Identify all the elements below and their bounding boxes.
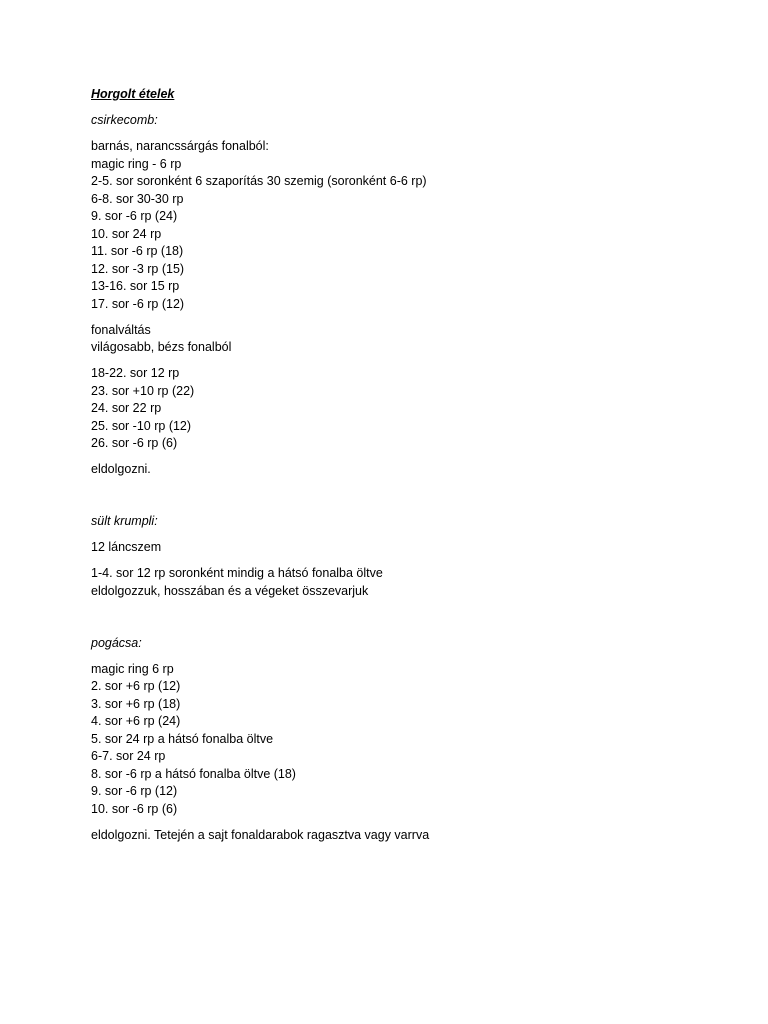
section-csirkecomb <box>91 112 691 479</box>
text-line: 8. sor -6 rp a hátsó fonalba öltve (18) <box>91 766 296 781</box>
text-line: 5. sor 24 rp a hátsó fonalba öltve <box>91 731 274 746</box>
text-line: eldolgozzuk, hosszában és a végeket összevarjuk <box>91 583 369 598</box>
text-line: 4. sor +6 rp (24) <box>91 714 181 728</box>
text-line: 2. sor +6 rp (12) <box>91 679 181 693</box>
text-line: 10. sor 24 rp <box>91 226 162 241</box>
paragraph <box>91 461 691 479</box>
text-line: 24. sor 22 rp <box>91 401 162 415</box>
paragraph <box>91 661 691 819</box>
text-line: 11. sor -6 rp (18) <box>91 244 184 258</box>
text-line: 25. sor -10 rp (12) <box>91 418 192 433</box>
section-heading: sült krumpli: <box>91 514 158 528</box>
text-line: 18-22. sor 12 rp <box>91 366 180 380</box>
blank-line <box>91 487 691 513</box>
text-line: 10. sor -6 rp (6) <box>91 801 178 816</box>
text-line: eldolgozni. <box>91 462 151 476</box>
text-line: barnás, narancssárgás fonalból: <box>91 139 269 153</box>
text-line: 3. sor +6 rp (18) <box>91 696 181 711</box>
text-line: 1-4. sor 12 rp soronként mindig a hátsó fonalba öltve <box>91 566 383 580</box>
text-line: világosabb, bézs fonalból <box>91 340 232 354</box>
text-line: 17. sor -6 rp (12) <box>91 296 185 311</box>
text-line: 9. sor -6 rp (24) <box>91 209 178 223</box>
blank-line <box>91 609 691 635</box>
text-line: 13-16. sor 15 rp <box>91 279 180 293</box>
section-pogacsa <box>91 635 691 845</box>
section-heading: pogácsa: <box>91 635 142 650</box>
paragraph <box>91 138 691 313</box>
text-line: eldolgozni. Tetején a sajt fonaldarabok ragasztva vagy varrva <box>91 827 430 842</box>
paragraph <box>91 322 691 357</box>
text-line: 2-5. sor soronként 6 szaporítás 30 szemig (soronként 6-6 rp) <box>91 174 427 188</box>
text-line: 12 láncszem <box>91 540 162 554</box>
text-line: 6-7. sor 24 rp <box>91 749 166 763</box>
paragraph <box>91 365 691 453</box>
text-line: 6-8. sor 30-30 rp <box>91 191 184 206</box>
document-body <box>91 86 691 853</box>
text-line: magic ring 6 rp <box>91 661 174 676</box>
paragraph <box>91 539 691 557</box>
section-heading: csirkecomb: <box>91 113 158 127</box>
document-title: Horgolt ételek <box>91 87 175 101</box>
text-line: 26. sor -6 rp (6) <box>91 436 178 450</box>
text-line: fonalváltás <box>91 322 151 337</box>
paragraph <box>91 565 691 600</box>
section-sult-krumpli <box>91 513 691 600</box>
text-line: 12. sor -3 rp (15) <box>91 261 185 276</box>
paragraph <box>91 827 691 845</box>
text-line: magic ring - 6 rp <box>91 156 182 171</box>
text-line: 23. sor +10 rp (22) <box>91 383 195 398</box>
text-line: 9. sor -6 rp (12) <box>91 784 178 798</box>
